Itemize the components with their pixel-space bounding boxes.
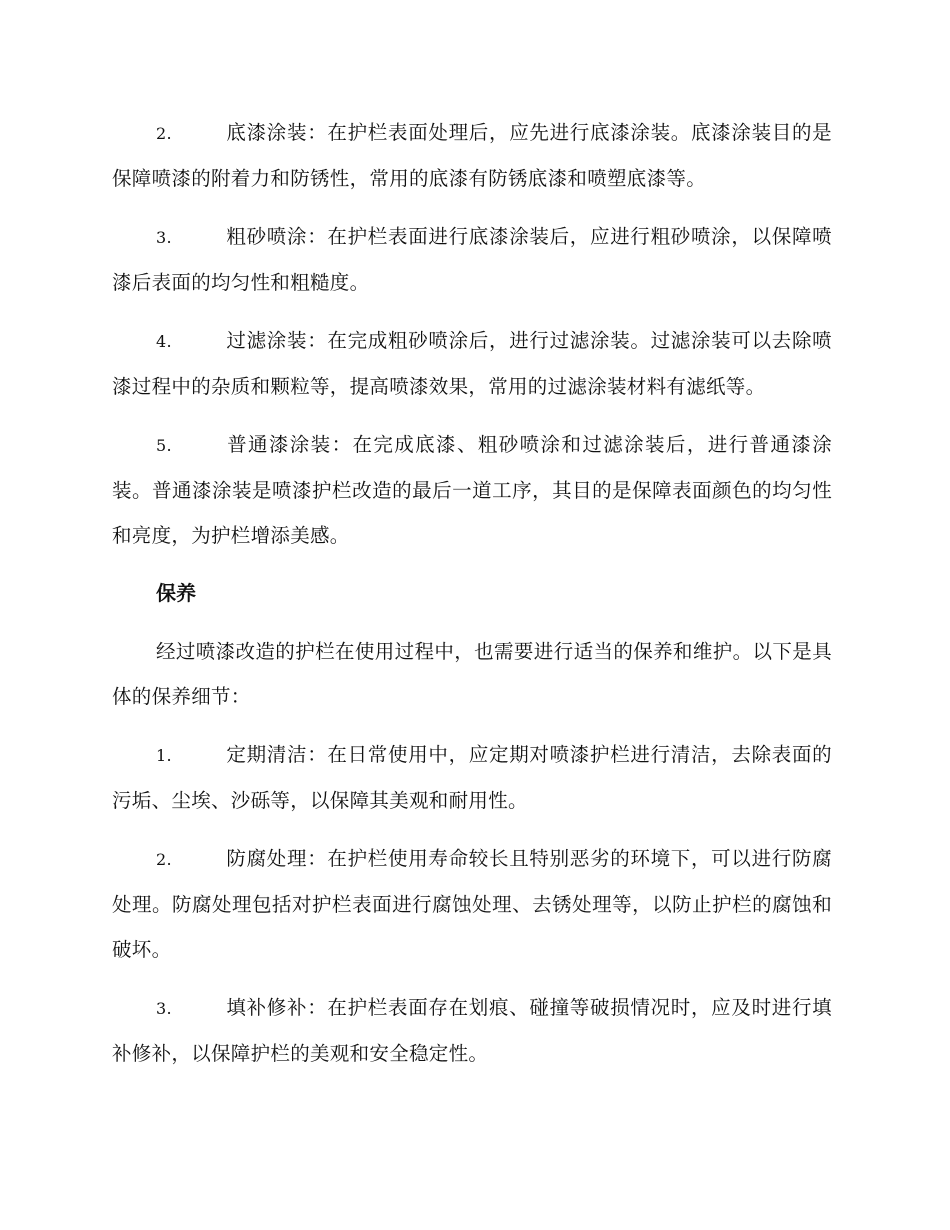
list-number: 2. bbox=[156, 124, 172, 143]
list-number: 3. bbox=[156, 999, 172, 1018]
list-item bbox=[112, 836, 832, 972]
list-item bbox=[112, 985, 832, 1076]
intro-paragraph: 经过喷漆改造的护栏在使用过程中，也需要进行适当的保养和维护。以下是具体的保养细节： bbox=[112, 640, 832, 708]
list-number: 1. bbox=[156, 746, 172, 765]
list-item bbox=[112, 732, 832, 823]
list-text: 底漆涂装：在护栏表面处理后，应先进行底漆涂装。底漆涂装目的是保障喷漆的附着力和防锈性，常用的底漆有防锈底漆和喷塑底漆等。 bbox=[112, 121, 832, 190]
list-item bbox=[112, 422, 832, 558]
list-item bbox=[112, 318, 832, 409]
list-number: 5. bbox=[156, 436, 172, 455]
list-number: 2. bbox=[156, 850, 172, 869]
list-item bbox=[112, 110, 832, 201]
section-heading: 保养 bbox=[156, 581, 196, 605]
list-text: 普通漆涂装：在完成底漆、粗砂喷涂和过滤涂装后，进行普通漆涂装。普通漆涂装是喷漆护栏改造的最后一道工序，其目的是保障表面颜色的均匀性和亮度，为护栏增添美感。 bbox=[112, 433, 832, 547]
list-text: 过滤涂装：在完成粗砂喷涂后，进行过滤涂装。过滤涂装可以去除喷漆过程中的杂质和颗粒等，提高喷漆效果，常用的过滤涂装材料有滤纸等。 bbox=[112, 329, 832, 398]
list-text: 定期清洁：在日常使用中，应定期对喷漆护栏进行清洁，去除表面的污垢、尘埃、沙砾等，以保障其美观和耐用性。 bbox=[112, 743, 832, 812]
list-text: 防腐处理：在护栏使用寿命较长且特别恶劣的环境下，可以进行防腐处理。防腐处理包括对护栏表面进行腐蚀处理、去锈处理等，以防止护栏的腐蚀和破坏。 bbox=[112, 847, 832, 961]
list-number: 3. bbox=[156, 228, 172, 247]
list-text: 填补修补：在护栏表面存在划痕、碰撞等破损情况时，应及时进行填补修补，以保障护栏的美观和安全稳定性。 bbox=[112, 996, 832, 1065]
list-text: 粗砂喷涂：在护栏表面进行底漆涂装后，应进行粗砂喷涂，以保障喷漆后表面的均匀性和粗糙度。 bbox=[112, 225, 832, 294]
list-item bbox=[112, 214, 832, 305]
list-number: 4. bbox=[156, 332, 172, 351]
